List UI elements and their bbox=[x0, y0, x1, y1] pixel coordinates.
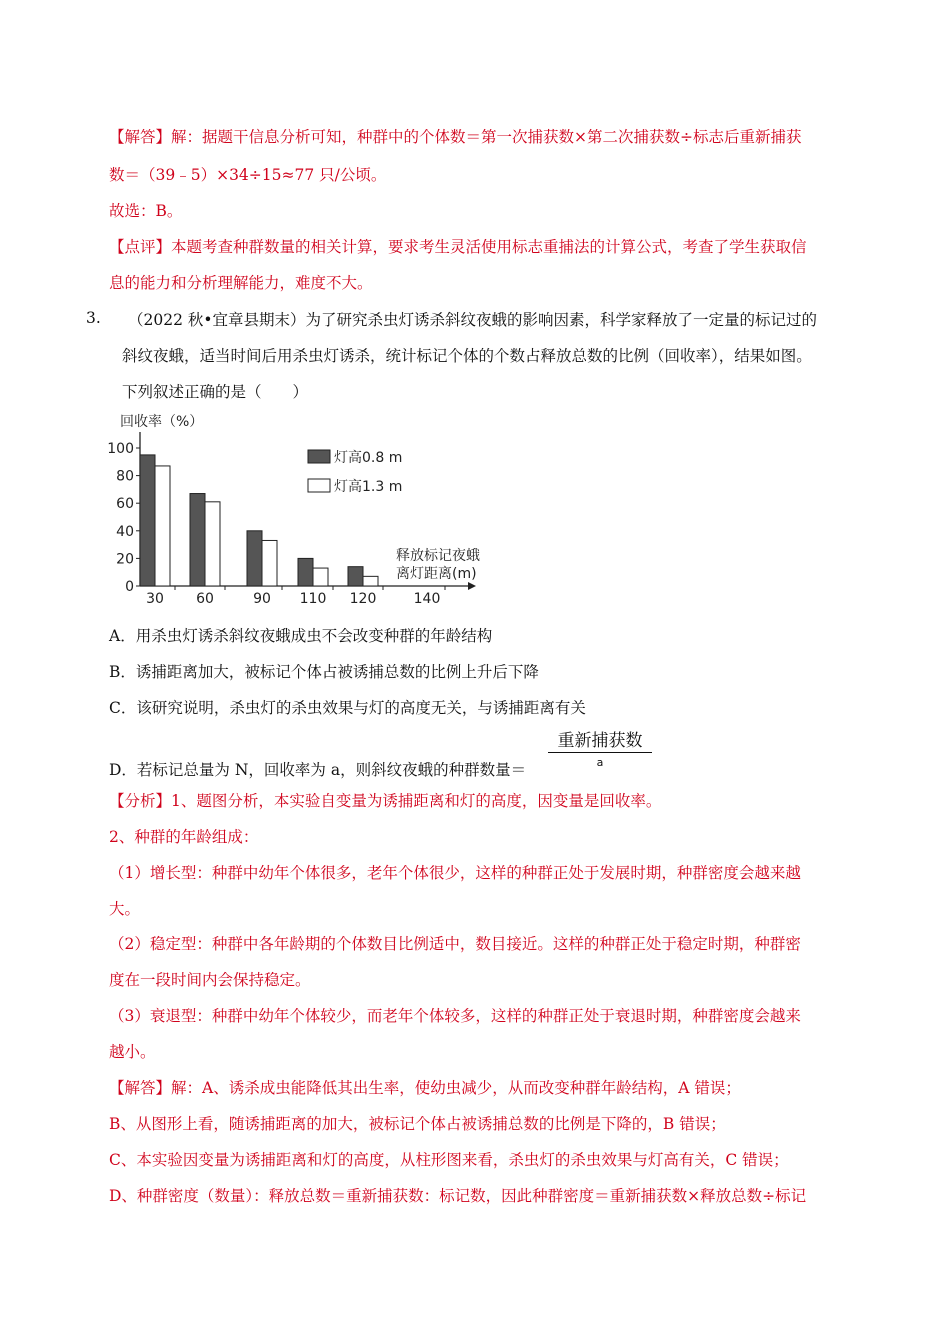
answer3-tag: 【解答】 bbox=[109, 1079, 172, 1097]
analysis-tag: 【分析】 bbox=[109, 792, 172, 810]
question3-line3: 下列叙述正确的是（ ） bbox=[122, 383, 309, 401]
chart-legend bbox=[308, 449, 402, 495]
answer3-line3: C、本实验因变量为诱捕距离和灯的高度，从柱形图来看，杀虫灯的杀虫效果与灯高有关，C 错误； bbox=[109, 1151, 789, 1169]
question-number: 3. bbox=[86, 309, 101, 327]
analysis3-line5: （2）稳定型：种群中各年龄期的个体数目比例适中，数目接近。这样的种群正处于稳定时期，种群密 bbox=[109, 935, 801, 953]
analysis3-line1: 【分析】1、题图分析，本实验自变量为诱捕距离和灯的高度，因变量是回收率。 bbox=[109, 792, 662, 810]
fraction-denominator: a bbox=[596, 756, 604, 769]
analysis3-line8: 越小。 bbox=[109, 1043, 156, 1061]
legend-swatch bbox=[308, 450, 330, 463]
bar-height-0-8m-110 bbox=[298, 558, 313, 586]
analysis3-line4: 大。 bbox=[109, 900, 141, 918]
bar-height-1-3m-120 bbox=[363, 576, 378, 586]
analysis3-line6: 度在一段时间内会保持稳定。 bbox=[109, 971, 311, 989]
recapture-rate-chart bbox=[100, 408, 500, 608]
bar-height-0-8m-90 bbox=[247, 531, 262, 586]
answer3-line4: D、种群密度（数量）：释放总数＝重新捕获数：标记数，因此种群密度＝重新捕获数×释放总数÷标记 bbox=[109, 1187, 807, 1205]
answer2-choice: 故选：B。 bbox=[109, 202, 183, 220]
legend-swatch bbox=[308, 479, 330, 492]
x-axis-label-line1: 释放标记夜蛾 bbox=[396, 548, 480, 564]
bar-height-0-8m-120 bbox=[348, 567, 363, 586]
question3-line1: （2022 秋•宜章县期末）为了研究杀虫灯诱杀斜纹夜蛾的影响因素，科学家释放了一定量的标记过的 bbox=[128, 311, 818, 329]
answer3-line1: 【解答】解：A、诱杀成虫能降低其出生率，使幼虫减少，从而改变种群年龄结构，A 错误； bbox=[109, 1079, 741, 1097]
x-tick-label: 60 bbox=[196, 591, 214, 607]
x-tick-label: 140 bbox=[413, 591, 441, 607]
answer2-line1: 【解答】解：据题干信息分析可知，种群中的个体数＝第一次捕获数×第二次捕获数÷标志后重新捕获 bbox=[109, 128, 802, 146]
option-d-fraction bbox=[548, 726, 652, 769]
comment-tag: 【点评】 bbox=[109, 238, 172, 256]
option-a: A．用杀虫灯诱杀斜纹夜蛾成虫不会改变种群的年龄结构 bbox=[109, 627, 493, 645]
analysis3-line7: （3）衰退型：种群中幼年个体较少，而老年个体较多，这样的种群正处于衰退时期，种群密度会越来 bbox=[109, 1007, 801, 1025]
y-axis-label: 回收率（%） bbox=[120, 414, 204, 430]
question3-line2: 斜纹夜蛾，适当时间后用杀虫灯诱杀，统计标记个体的个数占释放总数的比例（回收率），结果如图。 bbox=[122, 347, 812, 365]
answer2-line2: 数＝（39﹣5）×34÷15≈77 只/公顷。 bbox=[109, 166, 387, 184]
bar-height-1-3m-30 bbox=[155, 466, 170, 586]
comment2-line2: 息的能力和分析理解能力，难度不大。 bbox=[109, 274, 373, 292]
fraction-numerator: 重新捕获数 bbox=[548, 726, 652, 753]
analysis3-line2: 2、种群的年龄组成： bbox=[109, 828, 259, 846]
legend-label: 灯高1.3 m bbox=[334, 479, 403, 495]
y-tick-label: 100 bbox=[107, 441, 134, 457]
bar-height-0-8m-30 bbox=[140, 455, 155, 586]
bar-height-0-8m-60 bbox=[190, 494, 205, 586]
x-tick-label: 90 bbox=[253, 591, 271, 607]
bar-height-1-3m-110 bbox=[313, 568, 328, 586]
bar-height-1-3m-90 bbox=[262, 540, 277, 586]
option-b: B．诱捕距离加大，被标记个体占被诱捕总数的比例上升后下降 bbox=[109, 663, 539, 681]
x-tick-label: 120 bbox=[349, 591, 377, 607]
x-tick-label: 30 bbox=[146, 591, 164, 607]
comment2-line1: 【点评】本题考查种群数量的相关计算，要求考生灵活使用标志重捕法的计算公式，考查了学生获取信 bbox=[109, 238, 807, 256]
y-tick-label: 0 bbox=[125, 579, 134, 595]
x-axis-arrow bbox=[468, 582, 476, 590]
analysis3-line3: （1）增长型：种群中幼年个体很多，老年个体很少，这样的种群正处于发展时期，种群密度会越来越 bbox=[109, 864, 801, 882]
y-tick-label: 60 bbox=[116, 496, 134, 513]
option-d: D．若标记总量为 N，回收率为 a，则斜纹夜蛾的种群数量＝ bbox=[109, 761, 527, 779]
x-axis-label-line2: 离灯距离(m) bbox=[396, 566, 477, 582]
option-c: C．该研究说明，杀虫灯的杀虫效果与灯的高度无关，与诱捕距离有关 bbox=[109, 699, 586, 717]
x-tick-label: 110 bbox=[299, 591, 327, 607]
y-tick-label: 20 bbox=[116, 551, 134, 568]
y-tick-label: 80 bbox=[116, 468, 134, 485]
y-tick-label: 40 bbox=[116, 523, 134, 540]
legend-label: 灯高0.8 m bbox=[334, 450, 403, 466]
answer3-line2: B、从图形上看，随诱捕距离的加大，被标记个体占被诱捕总数的比例是下降的，B 错误； bbox=[109, 1115, 726, 1133]
answer-tag: 【解答】 bbox=[109, 128, 172, 146]
bar-height-1-3m-60 bbox=[205, 502, 220, 586]
